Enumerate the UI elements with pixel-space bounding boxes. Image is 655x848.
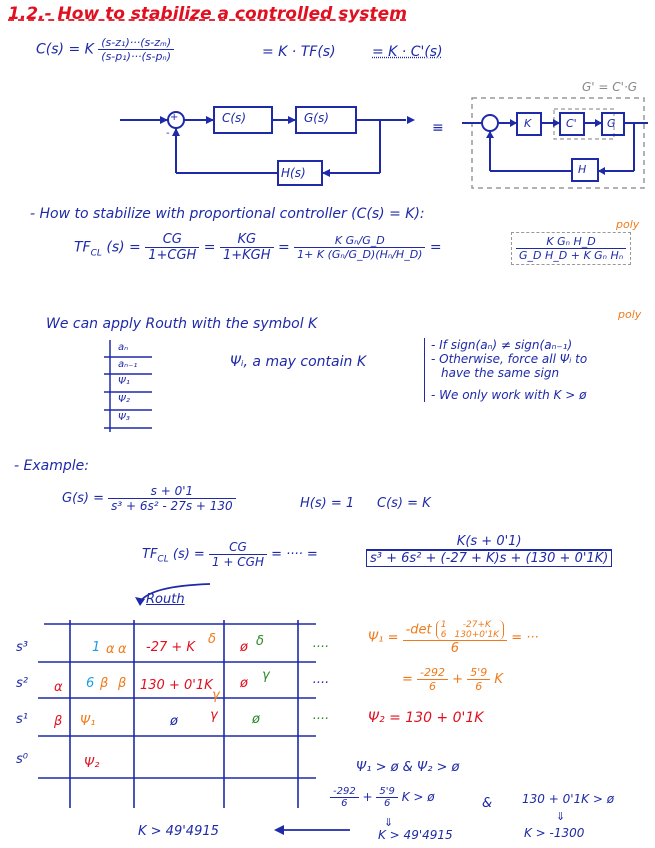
cprime-block-label: C'	[566, 117, 577, 130]
dots-r3: ····	[312, 712, 329, 727]
final-result: K > 49'4915	[138, 824, 219, 839]
example-g	[62, 484, 236, 513]
routh-intro: We can apply Routh with the symbol K	[46, 316, 318, 332]
dots-r2: ····	[312, 676, 329, 691]
delta-r1c3: δ	[256, 634, 264, 649]
tfe-frac2-wrap	[366, 534, 612, 567]
eq1-den: (s-p₁)···(s-pₙ)	[101, 50, 172, 63]
psi1-r-a-num: -292	[417, 666, 448, 680]
tf-lhs-arg: (s) =	[106, 239, 141, 256]
gprime-note: G' = C'·G	[582, 80, 638, 94]
beta-r3: β	[54, 714, 63, 729]
psi1-r-frac-b	[467, 666, 490, 693]
psi-note: Ψᵢ, a may contain K	[230, 354, 367, 370]
k-block-label: K	[524, 117, 532, 130]
tf-simplified-box	[511, 232, 631, 265]
controller-definition	[36, 36, 174, 63]
tf-f2-num: KG	[220, 232, 274, 248]
tfe-frac1	[209, 540, 267, 569]
tf-lhs: TF	[74, 239, 91, 256]
cell-r3c1: Ψ₁	[80, 714, 96, 729]
final-arrow	[272, 822, 352, 838]
psi1-lhs: Ψ₁ =	[368, 630, 399, 646]
sum-plus: +	[170, 112, 179, 123]
psi1-result	[402, 666, 503, 693]
ineq1-result: K > 49'4915	[378, 828, 453, 842]
ineq1-a-num: -292	[330, 786, 359, 798]
gprime-dashed-box	[472, 98, 644, 188]
m11: 1	[440, 620, 447, 630]
delta-r1: δ	[208, 632, 216, 647]
cell-r1c1: 1	[92, 640, 101, 655]
rule-2: - Otherwise, force all Ψᵢ to	[431, 352, 588, 366]
arrow-h	[322, 169, 330, 177]
psi1-frac	[403, 620, 507, 656]
tfe-lhs-sub: CL	[157, 554, 169, 565]
ineq1-frac-b	[376, 786, 397, 809]
arrow-c	[206, 116, 214, 124]
eq1-rhs2: = K · C'(s)	[372, 44, 443, 60]
tf-frac1	[145, 232, 199, 263]
rule-3: have the same sign	[441, 366, 560, 380]
equivalence-sign: ≡	[432, 120, 444, 136]
psi1-det: -det	[405, 622, 432, 638]
tf-frac2	[220, 232, 274, 263]
routh-label: Routh	[146, 592, 185, 607]
cell-r3c3: ø	[252, 712, 260, 727]
alpha-r1: α	[106, 642, 115, 657]
psi1-r-eq: =	[402, 672, 413, 687]
g-num: s + 0'1	[108, 484, 236, 499]
dots-r1: ····	[312, 640, 329, 655]
rule-4: - We only work with K > ø	[431, 388, 587, 402]
page-title: 1.2.- How to stabilize a controlled system	[8, 4, 407, 24]
h2-block-label: H	[578, 163, 587, 176]
ineq1-plus: +	[362, 790, 373, 804]
g-block-label: G(s)	[304, 111, 329, 125]
psi1-r-a-den: 6	[429, 680, 437, 693]
ineq1-a-den: 6	[341, 798, 348, 809]
tfe-dots: = ···· =	[271, 547, 318, 562]
routh-col-an: aₙ	[118, 342, 129, 353]
g-frac	[108, 484, 236, 513]
gamma-r2: γ	[212, 688, 220, 703]
tf-eq3: =	[429, 239, 442, 256]
beta-r2: β	[100, 676, 109, 691]
psi1-r-b-num: 5'9	[467, 666, 490, 680]
tf-f2-den: 1+KGH	[222, 248, 271, 263]
routh-col-psi3: Ψ₃	[118, 412, 130, 423]
g-lhs: G(s) =	[62, 491, 105, 506]
routh-col-psi2: Ψ₂	[118, 394, 130, 405]
routh-col-an1: aₙ₋₁	[118, 359, 138, 370]
ineq2-implies: ⇓	[556, 810, 566, 823]
psi1-r-b-den: 6	[475, 680, 483, 693]
psi1-equation	[368, 620, 539, 656]
eq1-fraction	[98, 36, 174, 63]
rules-list	[424, 338, 587, 402]
tf-frac4	[516, 235, 626, 262]
psi2-equation: Ψ₂ = 130 + 0'1K	[368, 710, 484, 726]
poly-label-bottom: poly	[618, 308, 642, 321]
and-sign: &	[482, 796, 493, 811]
cell-r2c2: 130 + 0'1K	[140, 678, 213, 693]
ineq1-rest: K > ø	[401, 790, 435, 804]
tf-example	[142, 540, 318, 569]
tf-f4-den: G_D H_D + K Gₙ Hₙ	[519, 249, 624, 262]
tf-f3-den: 1+ K (Gₙ/G_D)(Hₙ/H_D)	[297, 248, 423, 261]
sum-junction-2	[482, 115, 498, 131]
m12: -27+K	[462, 620, 491, 630]
example-c: C(s) = K	[377, 496, 431, 511]
ineq1-frac-a	[330, 786, 359, 809]
tf-lhs-sub: CL	[90, 248, 102, 259]
cell-r1c2: -27 + K	[146, 640, 195, 655]
sum-minus: -	[166, 128, 170, 139]
arrow-out	[407, 116, 415, 124]
eq1-lhs: C(s) = K	[36, 41, 94, 58]
block-diagram-left	[110, 95, 420, 190]
cell-r2c3: ø	[240, 676, 248, 691]
tf-f4-num: K Gₙ H_D	[516, 235, 626, 249]
psi1-matrix	[436, 620, 504, 640]
tfe-lhs-arg: (s) =	[172, 547, 205, 562]
psi1-r-frac-a	[417, 666, 448, 693]
cell-r2c1: 6	[86, 676, 95, 691]
psi1-r-k: K	[494, 672, 503, 687]
block-diagram-right	[462, 95, 652, 190]
beta-r2b: β	[118, 676, 127, 691]
tf-eq2: =	[277, 239, 290, 256]
psi1-num	[403, 620, 507, 641]
m22: 130+0'1K	[454, 630, 500, 640]
gamma-r3: γ	[210, 708, 218, 723]
positivity-condition: Ψ₁ > ø & Ψ₂ > ø	[356, 760, 460, 775]
tfe-f2-den: s³ + 6s² + (-27 + K)s + (130 + 0'1K)	[366, 550, 612, 567]
arrow-feedback	[172, 128, 180, 136]
psi1-den: 6	[450, 641, 459, 656]
cell-r3c2: ø	[170, 714, 178, 729]
poly-label-top: poly	[616, 218, 640, 231]
alpha-r1b: α	[118, 642, 127, 657]
alpha-r2: α	[54, 680, 63, 695]
ineq1-b-num: 5'9	[376, 786, 397, 798]
tfe-f2-num: K(s + 0'1)	[366, 534, 612, 550]
row-s0: s⁰	[16, 752, 28, 767]
example-h: H(s) = 1	[300, 496, 355, 511]
tf-f3-num: K Gₙ/G_D	[294, 234, 425, 248]
ineq2-result: K > -1300	[524, 826, 585, 840]
tf-frac3	[294, 234, 425, 261]
ineq1-implies: ⇓	[384, 816, 394, 829]
example-label: - Example:	[14, 458, 89, 474]
tfe-f1-num: CG	[209, 540, 267, 555]
tfe-f1-den: 1 + CGH	[211, 555, 264, 569]
tf-closed-loop	[74, 232, 442, 263]
rule-1: - If sign(aₙ) ≠ sign(aₙ₋₁)	[431, 338, 573, 352]
tfe-lhs: TF	[142, 547, 158, 562]
gamma-r2c3: γ	[262, 668, 270, 683]
arrow-g	[288, 116, 296, 124]
tf-f1-den: 1+CGH	[148, 248, 197, 263]
row-s1: s¹	[16, 712, 28, 727]
m21: 6	[440, 630, 447, 640]
eq1-rhs1: = K · TF(s)	[262, 44, 336, 60]
eq1-num: (s-z₁)···(s-zₘ)	[98, 36, 174, 50]
tf-f1-num: CG	[145, 232, 199, 248]
arrow-in	[160, 116, 168, 124]
ineq2-text: 130 + 0'1K > ø	[522, 792, 615, 806]
h-block-label: H(s)	[281, 166, 306, 180]
cell-r4c1: Ψ₂	[84, 756, 100, 771]
psi1-r-plus: +	[452, 672, 464, 687]
g2-block-label: G	[607, 117, 616, 130]
tfe-frac2	[366, 534, 612, 567]
section-proportional: - How to stabilize with proportional controller (C(s) = K):	[30, 206, 425, 222]
tf-eq1: =	[203, 239, 216, 256]
inequality-1	[330, 786, 435, 809]
row-s3: s³	[16, 640, 28, 655]
ineq1-b-den: 6	[383, 798, 391, 809]
g-den: s³ + 6s² - 27s + 130	[111, 499, 233, 513]
cell-r1c3: ø	[240, 640, 248, 655]
psi1-tail: = ···	[511, 630, 539, 646]
row-s2: s²	[16, 676, 28, 691]
c-block-label: C(s)	[222, 111, 246, 125]
routh-col-psi1: Ψ₁	[118, 376, 130, 387]
